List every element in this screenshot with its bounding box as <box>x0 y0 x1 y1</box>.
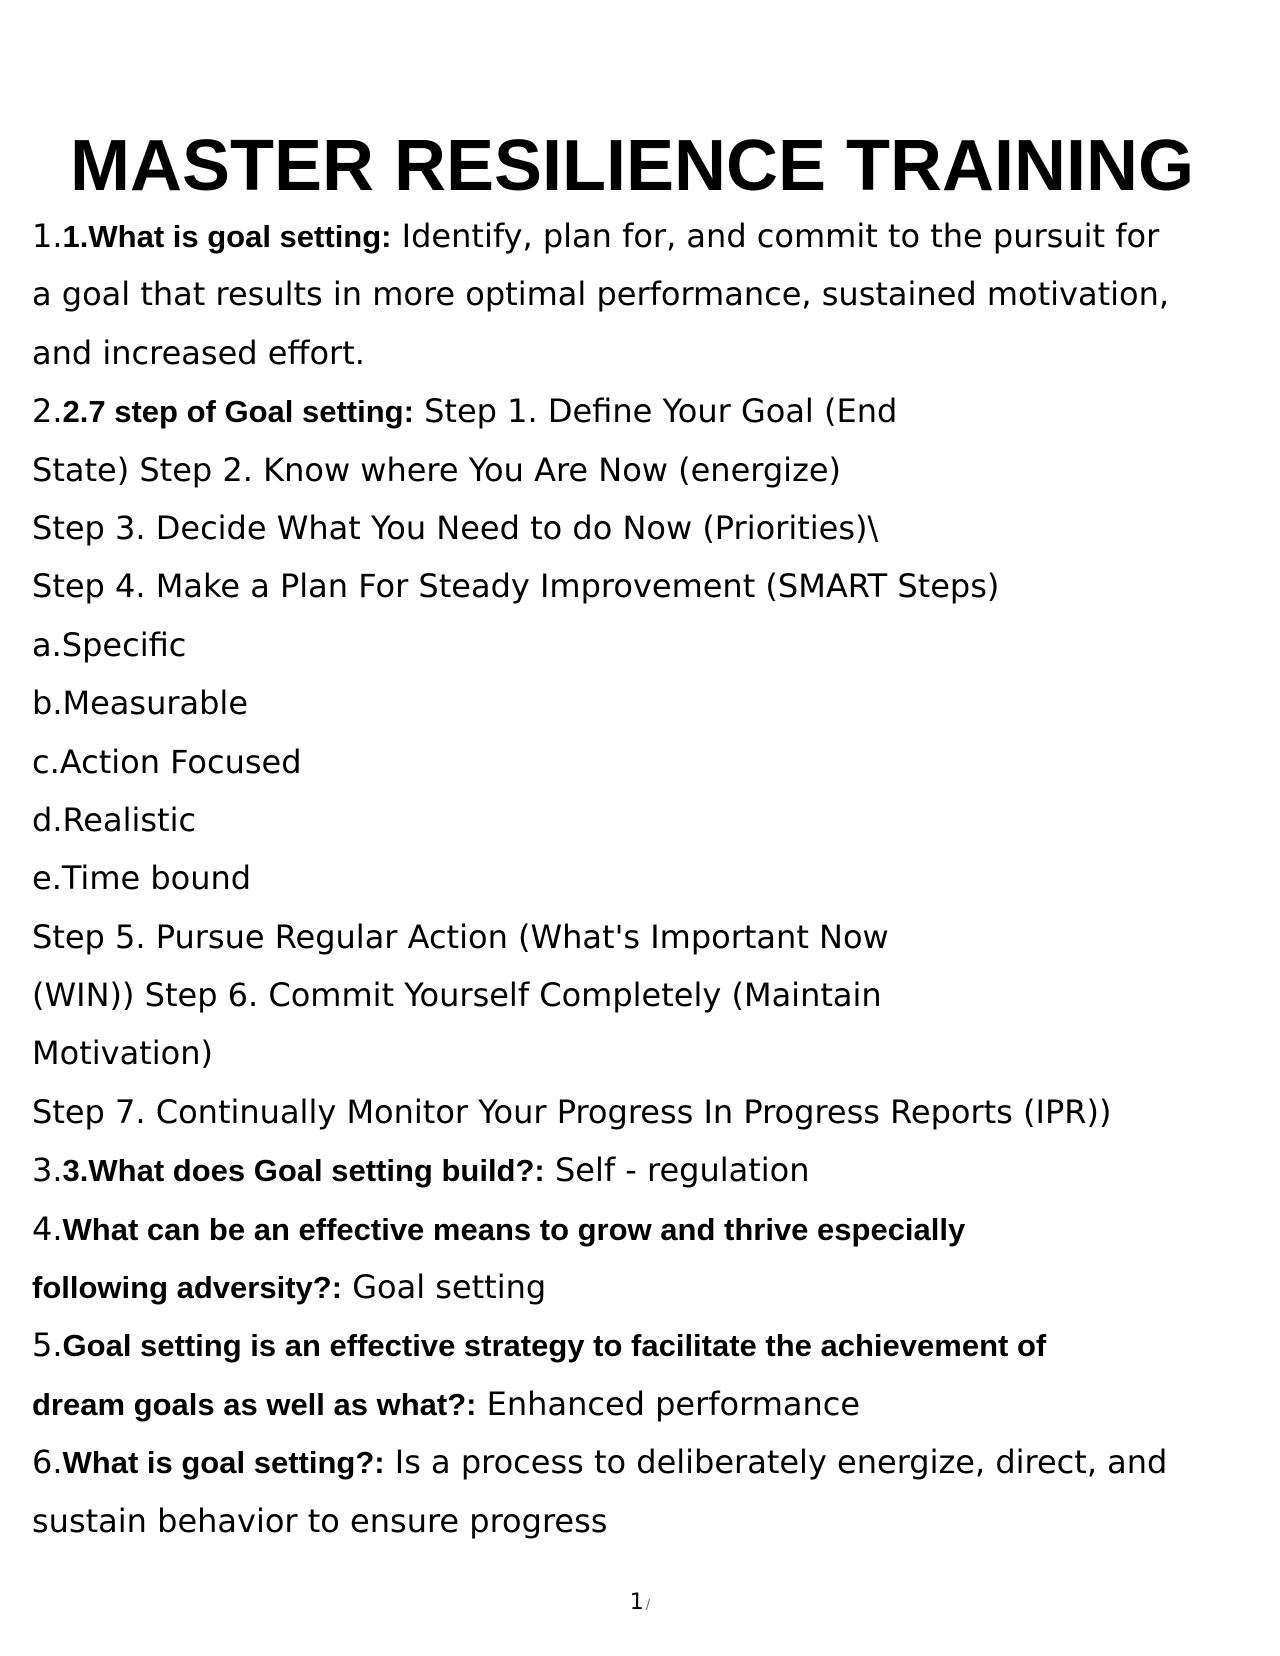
item-3-answer: Self - regulation <box>544 1151 810 1190</box>
item-2-step-line: Step 7. Continually Monitor Your Progress In Progress Reports (IPR)) <box>32 1092 1112 1131</box>
item-1-number: 1. <box>32 217 63 255</box>
item-1-answer-part-1: Identify, plan for, and commit to the pursuit for <box>391 217 1160 255</box>
item-2-step-line: State) Step 2. Know where You Are Now (energize) <box>32 450 842 489</box>
item-4-number: 4. <box>32 1209 63 1248</box>
item-6-question: What is goal setting?: <box>62 1445 385 1481</box>
document-title: MASTER RESILIENCE TRAINING <box>69 126 1195 206</box>
item-2-number: 2. <box>32 392 63 431</box>
item-1-line-3: and increased effort. <box>32 333 365 372</box>
item-2-answer-part-1: Step 1. Define Your Goal (End <box>413 392 898 431</box>
item-5-answer: Enhanced performance <box>476 1384 861 1423</box>
item-3-line-1 <box>32 1141 1272 1199</box>
item-4-line-2 <box>32 1258 1272 1316</box>
page-number: 1 <box>629 1590 644 1615</box>
item-5-line-2 <box>32 1375 1272 1433</box>
item-4-line-1 <box>32 1200 1272 1258</box>
item-5-question-part-1: Goal setting is an effective strategy to facilitate the achievement of <box>62 1328 1047 1364</box>
item-2-step-line: Step 5. Pursue Regular Action (What's Important Now <box>32 917 889 956</box>
item-2-step-line: Motivation) <box>32 1034 213 1073</box>
item-2-smart-item: e.Time bound <box>32 859 252 898</box>
item-1-question: 1.What is goal setting: <box>62 219 392 254</box>
item-2-smart-item: a.Specific <box>32 625 187 664</box>
item-5-line-1 <box>32 1316 1272 1374</box>
item-2-step-line: Step 3. Decide What You Need to do Now (Priorities)\ <box>32 508 879 547</box>
item-2-smart-item: c.Action Focused <box>32 742 302 781</box>
item-1-line-2: a goal that results in more optimal performance, sustained motivation, <box>32 275 1170 314</box>
item-5-question-part-2: dream goals as well as what?: <box>32 1386 477 1422</box>
item-2-smart-item: d.Realistic <box>32 800 197 839</box>
item-2-smart-item: b.Measurable <box>32 684 248 723</box>
item-6-line-1 <box>32 1433 1272 1491</box>
item-4-question-part-1: What can be an effective means to grow and thrive especially <box>62 1211 966 1247</box>
page-footer <box>0 1590 1280 1615</box>
item-2-step-line: (WIN)) Step 6. Commit Yourself Completely (Maintain <box>32 976 882 1015</box>
item-3-number: 3. <box>32 1151 63 1190</box>
item-1-line-1 <box>32 207 1272 265</box>
item-2-line-1 <box>32 382 1272 440</box>
item-2-question: 2.7 step of Goal setting: <box>62 394 414 430</box>
item-6-line-2: sustain behavior to ensure progress <box>32 1501 608 1540</box>
item-4-question-part-2: following adversity?: <box>32 1270 343 1306</box>
item-4-answer: Goal setting <box>342 1268 547 1307</box>
page-separator: / <box>645 1598 651 1613</box>
item-2-step-line: Step 4. Make a Plan For Steady Improvement (SMART Steps) <box>32 567 1000 606</box>
item-6-answer-part-1: Is a process to deliberately energize, direct, and <box>384 1443 1168 1482</box>
document-body <box>32 207 1272 1550</box>
item-5-number: 5. <box>32 1326 63 1365</box>
item-3-question: 3.What does Goal setting build?: <box>62 1153 545 1189</box>
item-6-number: 6. <box>32 1443 63 1482</box>
